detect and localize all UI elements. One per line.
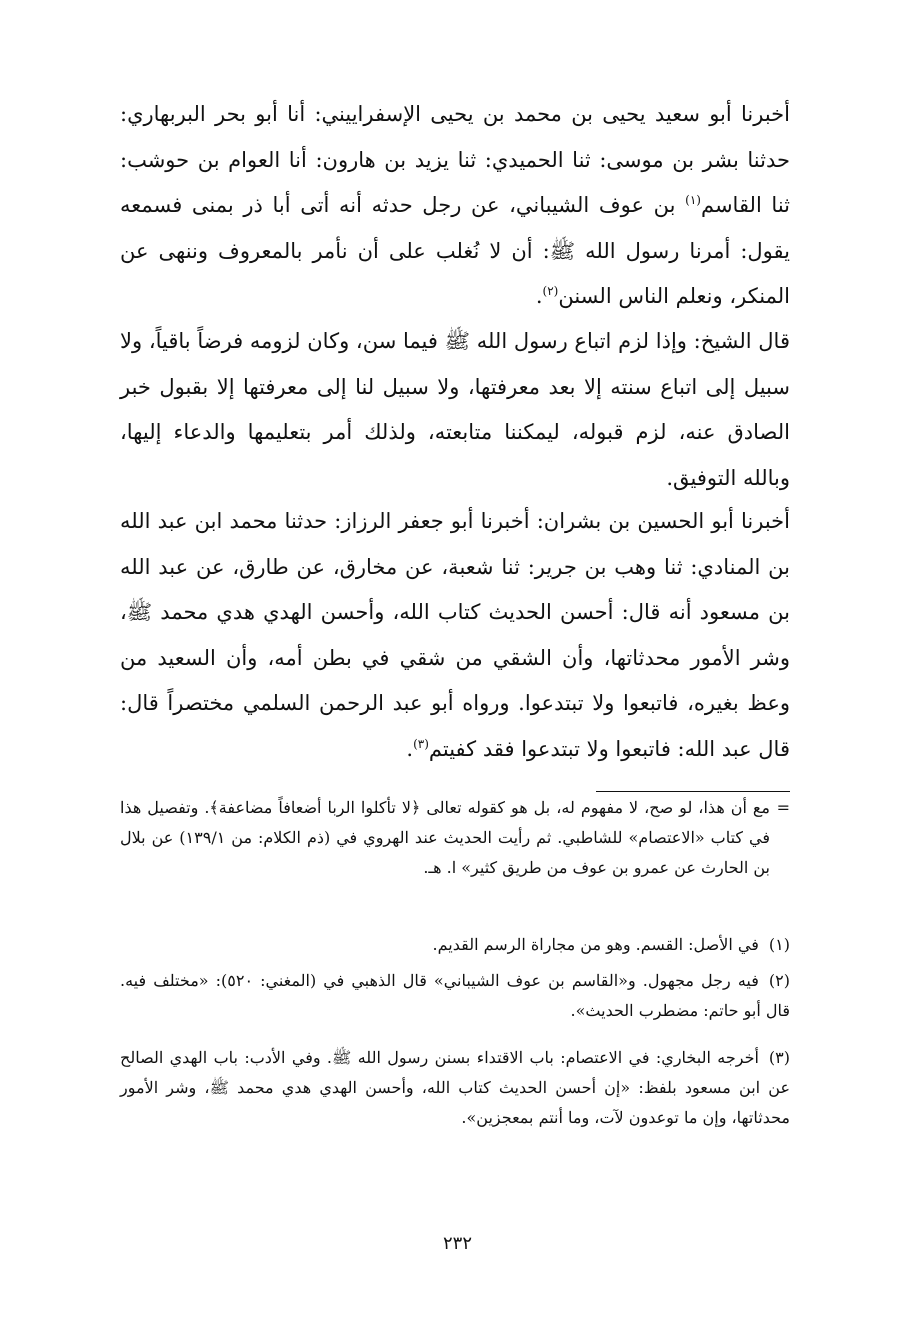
- main-paragraph-3: [120, 499, 790, 772]
- footnote-text: في الأصل: القسم. وهو من مجاراة الرسم القديم.: [432, 935, 759, 954]
- footnote-ref-1[interactable]: (١): [685, 193, 701, 207]
- footnote-ref-2[interactable]: (٢): [542, 284, 559, 298]
- continuation-marker: =: [776, 798, 790, 817]
- footnote-2: [120, 966, 790, 1026]
- footnote-continuation: [120, 793, 790, 883]
- footnote-number: (٢): [768, 971, 790, 990]
- main-paragraph-2: قال الشيخ: وإذا لزم اتباع رسول الله ﷺ فيما سن، وكان لزومه فرضاً باقياً، ولا سبيل إلى اتباع سنته إلا بعد معرفتها، ولا سبيل لنا إلى معرفتها إلا بقبول خبر الصادق عنه، لزم قبوله، ليمكننا متابعته، ولذلك أمر بتعليمها والدعاء إليها، وبالله التوفيق.: [120, 329, 790, 490]
- footnote-divider: [596, 791, 790, 792]
- page-number: ٢٣٢: [442, 1233, 472, 1254]
- footnote-text: فيه رجل مجهول. و«القاسم بن عوف الشيباني» قال الذهبي في (المغني: ٥٢٠): «مختلف فيه. قال أبو حاتم: مضطرب الحديث».: [120, 971, 790, 1020]
- continuation-text: مع أن هذا، لو صح، لا مفهوم له، بل هو كقوله تعالى ﴿لا تأكلوا الربا أضعافاً مضاعفة﴾. وتفصيل هذا في كتاب «الاعتصام» للشاطبي. ثم رأيت الحديث عند الهروي في (ذم الكلام: من ١٣٩/١) عن بلال بن الحارث عن عمرو بن عوف من طريق كثير» ا. هـ.: [120, 798, 771, 877]
- footnote-text: أخرجه البخاري: في الاعتصام: باب الاقتداء بسنن رسول الله ﷺ. وفي الأدب: باب الهدي الصالح عن ابن مسعود بلفظ: «إن أحسن الحديث كتاب الله، وأحسن الهدي هدي محمد ﷺ، وشر الأمور محدثاتها، وإن ما توعدون لآت، وما أنتم بمعجزين».: [120, 1048, 790, 1127]
- footnote-number: (١): [768, 935, 790, 954]
- paragraph-1-rest: بن عوف الشيباني، عن رجل حدثه أنه أتى أبا ذر بمنى فسمعه يقول: أمرنا رسول الله ﷺ: أن لا نُغلب على أن نأمر بالمعروف وننهى عن المنكر، ونعلم الناس السنن: [120, 193, 790, 308]
- footnote-1: [120, 930, 790, 960]
- footnote-ref-3[interactable]: (٣): [413, 736, 429, 751]
- paragraph-3-text: أخبرنا أبو الحسين بن بشران: أخبرنا أبو جعفر الرزاز: حدثنا محمد ابن عبد الله بن المنادي: ثنا وهب بن جرير: ثنا شعبة، عن مخارق، عن طارق، عن عبد الله بن مسعود أنه قال: أحسن الحديث كتاب الله، وأحسن الهدي هدي محمد ﷺ، وشر الأمور محدثاتها، وأن الشقي من شقي في بطن أمه، وأن السعيد من وعظ بغيره، فاتبعوا ولا تبتدعوا. ورواه أبو عبد الرحمن السلمي مختصراً قال: قال عبد الله: فاتبعوا ولا تبتدعوا فقد كفيتم: [120, 509, 790, 761]
- footnote-3: [120, 1043, 790, 1133]
- paragraph-1-end: .: [535, 284, 543, 308]
- footnote-number: (٣): [768, 1048, 790, 1067]
- paragraph-1-text: أخبرنا أبو سعيد يحيى بن محمد بن يحيى الإسفراييني: أنا أبو بحر البربهاري: حدثنا بشر بن موسى: ثنا الحميدي: ثنا يزيد بن هارون: أنا العوام بن حوشب: ثنا القاسم: [120, 102, 791, 217]
- main-paragraph-1: [120, 92, 790, 320]
- paragraph-3-end: .: [406, 736, 414, 761]
